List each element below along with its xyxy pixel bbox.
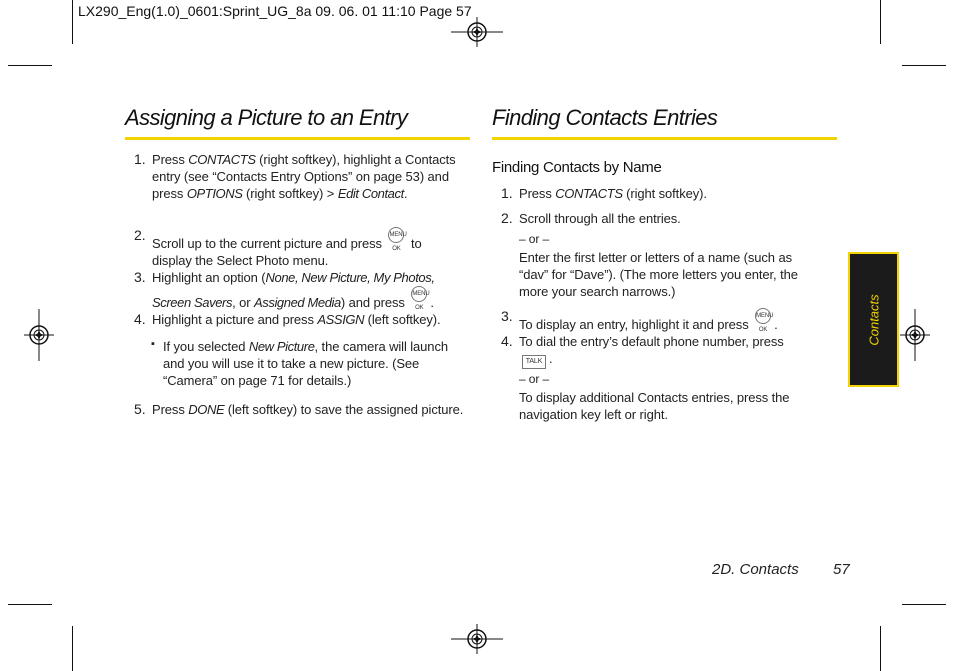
registration-mark-icon bbox=[24, 309, 54, 361]
step-text: Press DONE (left softkey) to save the assigned picture. bbox=[152, 402, 464, 417]
section-tab bbox=[848, 252, 899, 387]
title-underline bbox=[125, 137, 470, 140]
step-number: 2. bbox=[134, 227, 146, 243]
crop-mark bbox=[8, 604, 52, 605]
section-title: Assigning a Picture to an Entry bbox=[125, 105, 408, 130]
page-number: 57 bbox=[833, 561, 850, 578]
step-number: 1. bbox=[134, 151, 146, 167]
step-text: Highlight a picture and press ASSIGN (left softkey). bbox=[152, 312, 441, 327]
section-title: Finding Contacts Entries bbox=[492, 105, 718, 130]
step-alt-text: Enter the first letter or letters of a name (such as “dav” for “Dave”). (The more letters you enter, the more your search narrows.) bbox=[519, 250, 798, 299]
crop-mark bbox=[902, 604, 946, 605]
menu-ok-key-icon: MENU OK bbox=[755, 308, 771, 324]
or-separator: – or – bbox=[519, 232, 550, 246]
crop-mark bbox=[880, 626, 881, 671]
print-slug: LX290_Eng(1.0)_0601:Sprint_UG_8a 09. 06. 01 11:10 Page 57 bbox=[78, 3, 472, 19]
step-number: 1. bbox=[501, 185, 513, 201]
registration-mark-icon bbox=[900, 309, 930, 361]
subheading: Finding Contacts by Name bbox=[492, 159, 662, 176]
step-number: 2. bbox=[501, 210, 513, 226]
bullet-text: If you selected New Picture, the camera will launch and you will use it to take a new picture. (See “Camera” on page 71 for details.) bbox=[163, 339, 448, 388]
step-number: 5. bbox=[134, 401, 146, 417]
title-underline bbox=[492, 137, 837, 140]
talk-key-icon: TALK bbox=[522, 355, 546, 369]
step-text: To dial the entry’s default phone number, press TALK . bbox=[519, 333, 789, 369]
section-tab-label: Contacts bbox=[866, 293, 881, 346]
footer-section: 2D. Contacts bbox=[712, 561, 799, 578]
registration-mark-icon bbox=[451, 17, 503, 47]
step-text: Press CONTACTS (right softkey), highlight a Contacts entry (see “Contacts Entry Options” on page 53) and press OPTIONS (right softkey) > Edit Contact. bbox=[152, 152, 456, 201]
step-number: 4. bbox=[501, 333, 513, 349]
step-text: Press CONTACTS (right softkey). bbox=[519, 186, 707, 201]
menu-ok-key-icon: MENU OK bbox=[411, 286, 427, 302]
step-text: Scroll through all the entries. bbox=[519, 211, 681, 226]
crop-mark bbox=[72, 0, 73, 44]
crop-mark bbox=[72, 626, 73, 671]
menu-ok-key-icon: MENU OK bbox=[388, 227, 404, 243]
crop-mark bbox=[8, 65, 52, 66]
crop-mark bbox=[902, 65, 946, 66]
crop-mark bbox=[880, 0, 881, 44]
step-alt-text: To display additional Contacts entries, press the navigation key left or right. bbox=[519, 390, 790, 422]
step-number: 4. bbox=[134, 311, 146, 327]
registration-mark-icon bbox=[451, 624, 503, 654]
step-text: Highlight an option (None, New Picture, My Photos, Screen Savers, or Assigned Media) and press MENU OK . bbox=[152, 270, 435, 311]
step-number: 3. bbox=[134, 269, 146, 285]
bullet-icon: ▪ bbox=[151, 338, 155, 350]
step-text: To display an entry, highlight it and press MENU OK . bbox=[519, 308, 824, 333]
step-number: 3. bbox=[501, 308, 513, 324]
step-text: Scroll up to the current picture and press MENU OK to display the Select Photo menu. bbox=[152, 227, 464, 269]
or-separator: – or – bbox=[519, 372, 550, 386]
